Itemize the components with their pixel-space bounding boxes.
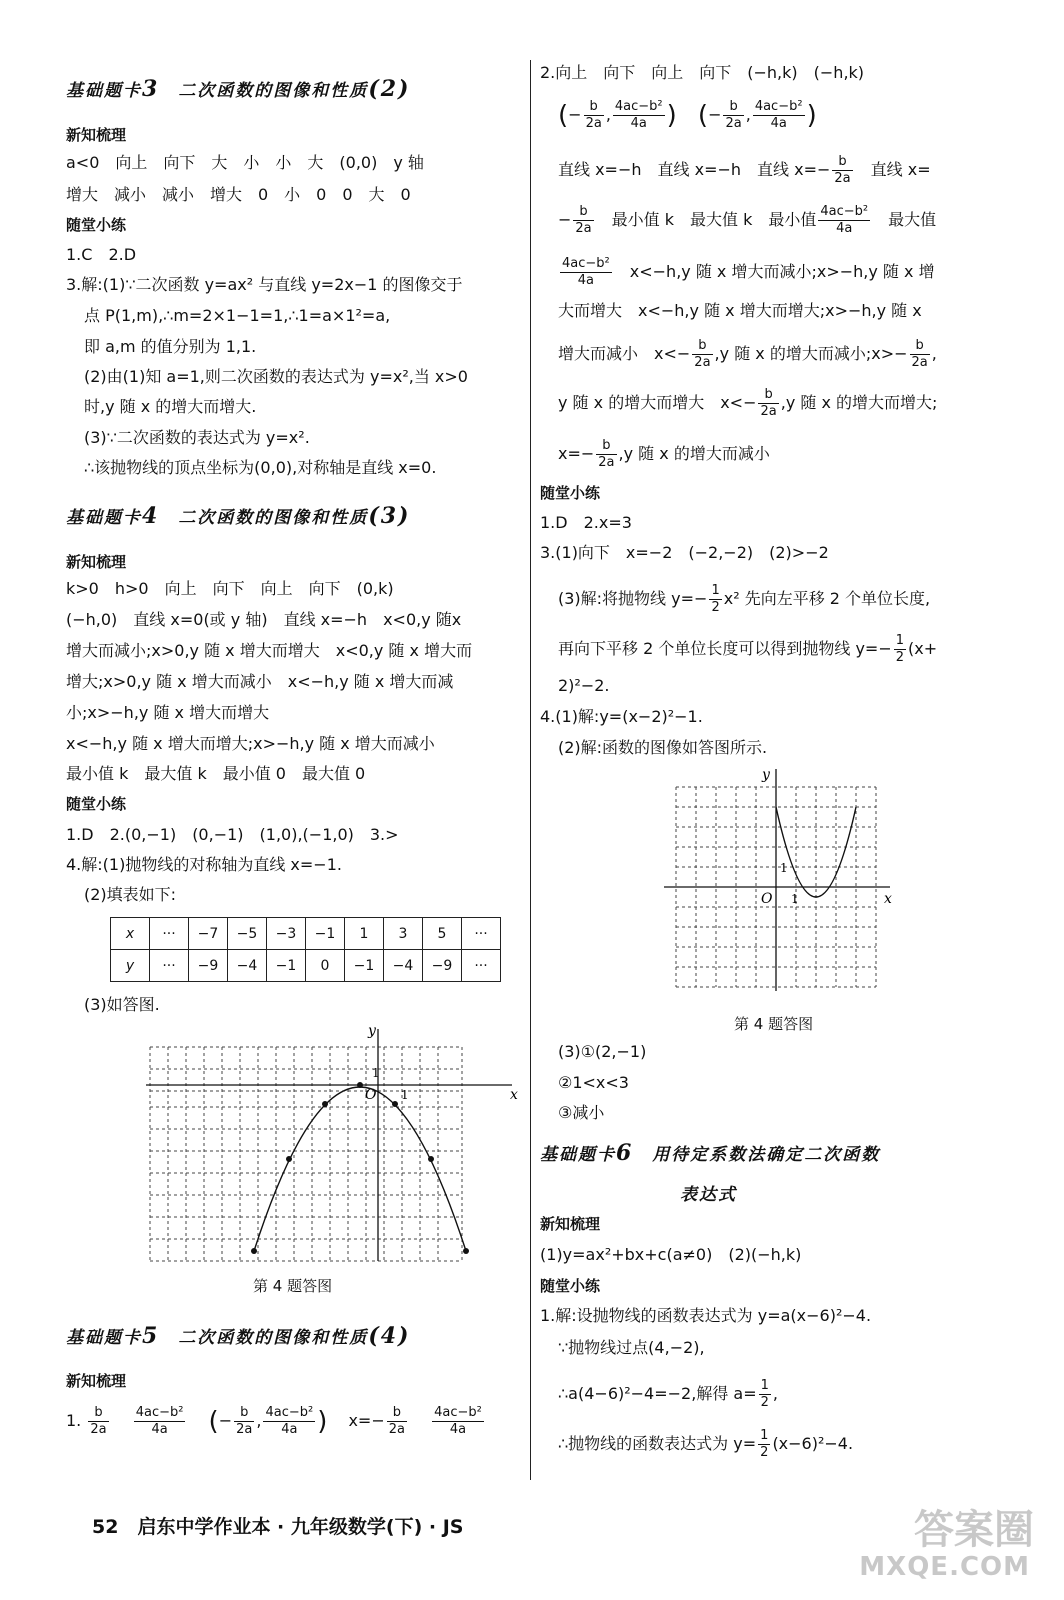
text-line: ∵抛物线过点(4,−2), — [558, 1338, 705, 1357]
graph-2 — [658, 765, 898, 997]
text-line: k>0 h>0 向上 向下 向上 向下 (0,k) — [66, 579, 394, 598]
text-line: 1.C 2.D — [66, 245, 137, 264]
graph-caption: 第 4 题答图 — [253, 1277, 333, 1295]
text-line: ∴该抛物线的顶点坐标为(0,0),对称轴是直线 x=0. — [84, 458, 437, 477]
formula-line: 增大而减小 x<− $\frac{b}{2a}$ ,y 随 x 的增大而减小;x>− $\frac{b}{2a}$ , — [558, 338, 937, 370]
text-line: (3)①(2,−1) — [558, 1042, 647, 1061]
table-cell: −5 — [228, 918, 267, 950]
text-line: 大而增大 x<−h,y 随 x 增大而增大;x>−h,y 随 x — [558, 301, 922, 320]
parabola-curve — [254, 1087, 466, 1251]
text-line: 4.解:(1)抛物线的对称轴为直线 x=−1. — [66, 855, 342, 874]
section-xzsl: 新知梳理 — [66, 1372, 127, 1390]
tick-y-1: 1 — [780, 861, 788, 875]
section-stxl: 随堂小练 — [540, 484, 601, 502]
fraction: $\frac{b}{2a}$ — [236, 1405, 253, 1437]
text-line: ③减小 — [558, 1103, 605, 1122]
formula-line: 直线 x=−h 直线 x=−h 直线 x=− $\frac{b}{2a}$ 直线 x= — [558, 154, 931, 186]
column-divider — [530, 60, 531, 1480]
text-line: 增大而减小;x>0,y 随 x 增大而增大 x<0,y 随 x 增大而 — [66, 641, 473, 660]
tick-y-1: 1 — [372, 1066, 380, 1080]
y-axis-label: y — [368, 1025, 376, 1039]
text-line: 最小值 k 最大值 k 最小值 0 最大值 0 — [66, 764, 366, 783]
table-cell: −3 — [267, 918, 306, 950]
origin-label: O — [761, 891, 773, 907]
x-axis-label: x — [884, 891, 892, 907]
table-cell: 5 — [423, 918, 462, 950]
formula-line: 再向下平移 2 个单位长度可以得到抛物线 y=− $\frac{1}{2}$ (x+ — [558, 633, 938, 665]
text-line: 1.解:设抛物线的函数表达式为 y=a(x−6)²−4. — [540, 1306, 872, 1325]
table-cell: ··· — [150, 950, 189, 982]
text-line: 3.解:(1)∵二次函数 y=ax² 与直线 y=2x−1 的图像交于 — [66, 275, 463, 294]
graph-caption: 第 4 题答图 — [734, 1015, 814, 1033]
text-line: 2)²−2. — [558, 676, 610, 695]
text-line: (3)∵二次函数的表达式为 y=x². — [84, 428, 310, 447]
text-line: 1.D 2.(0,−1) (0,−1) (1,0),(−1,0) 3.> — [66, 825, 399, 844]
formula-line: 1. $\frac{b}{2a}$ $\frac{\text{4ac−b²}}{4a}$ (− $\frac{b}{2a}$ , $\frac{\text{4ac−b²}}{4a}$ ) x=− $\frac{b}{2a}$ $\frac{\text{4ac−b²}}{4a}$ — [66, 1405, 482, 1437]
formula-line: ∴抛物线的函数表达式为 y= $\frac{1}{2}$ (x−6)²−4. — [558, 1428, 854, 1460]
table-cell: 1 — [345, 918, 384, 950]
table-cell: ··· — [462, 918, 501, 950]
formula-line: (3)解:将抛物线 y=− $\frac{1}{2}$ x² 先向左平移 2 个单位长度, — [558, 583, 931, 615]
text-line: (2)由(1)知 a=1,则二次函数的表达式为 y=x²,当 x>0 — [84, 367, 468, 386]
watermark-logo: 答案圈 — [914, 1507, 1034, 1553]
table-cell: −1 — [345, 950, 384, 982]
text-line: 增大;x>0,y 随 x 增大而减小 x<−h,y 随 x 增大而减 — [66, 672, 454, 691]
text-line: 小;x>−h,y 随 x 增大而增大 — [66, 703, 270, 722]
fraction: $\frac{b}{2a}$ — [90, 1405, 107, 1437]
text-line: (2)解:函数的图像如答图所示. — [558, 738, 768, 757]
table-cell: −9 — [189, 950, 228, 982]
table-cell: −9 — [423, 950, 462, 982]
tick-1: 1 — [791, 892, 799, 906]
table-cell: y — [111, 950, 150, 982]
table-cell: x — [111, 918, 150, 950]
card3-heading: 基础题卡3 二次函数的图像和性质(2) — [66, 76, 411, 102]
plot-points — [251, 1082, 469, 1254]
value-table — [110, 917, 501, 982]
page-footer: 52 启东中学作业本 · 九年级数学(下) · JS — [92, 1516, 464, 1538]
text-line: (−h,0) 直线 x=0(或 y 轴) 直线 x=−h x<0,y 随x — [66, 610, 462, 629]
table-cell: −1 — [306, 918, 345, 950]
text-line: (1)y=ax²+bx+c(a≠0) (2)(−h,k) — [540, 1245, 802, 1264]
fraction: $\frac{\text{4ac−b²}}{4a}$ — [135, 1405, 184, 1437]
text-line: ②1<x<3 — [558, 1073, 629, 1092]
card5-heading: 基础题卡5 二次函数的图像和性质(4) — [66, 1323, 411, 1349]
formula-line: ∴a(4−6)²−4=−2,解得 a= $\frac{1}{2}$ , — [558, 1378, 778, 1410]
section-xzsl: 新知梳理 — [540, 1215, 601, 1233]
table-cell: ··· — [150, 918, 189, 950]
y-axis-label: y — [762, 767, 770, 783]
text-line: x<−h,y 随 x 增大而增大;x>−h,y 随 x 增大而减小 — [66, 734, 435, 753]
section-stxl: 随堂小练 — [66, 216, 127, 234]
table-row-y — [111, 950, 501, 982]
table-cell: 3 — [384, 918, 423, 950]
card6-heading-line2: 表达式 — [680, 1185, 737, 1205]
card6-heading: 基础题卡6 用待定系数法确定二次函数 — [540, 1140, 881, 1166]
text-line: 3.(1)向下 x=−2 (−2,−2) (2)>−2 — [540, 543, 829, 562]
formula-line: (− $\frac{b}{2a}$ , $\frac{\text{4ac−b²}}{4a}$ ) (− $\frac{b}{2a}$ , $\frac{\text{4ac−b²}}{4a}$ ) — [558, 99, 817, 131]
formula-line: $\frac{\text{4ac−b²}}{4a}$ x<−h,y 随 x 增大而减小;x>−h,y 随 x 增 — [562, 256, 935, 288]
text-line: 时,y 随 x 的增大而增大. — [84, 397, 257, 416]
formula-line: − $\frac{b}{2a}$ 最小值 k 最大值 k 最小值 $\frac{\text{4ac−b²}}{4a}$ 最大值 — [558, 204, 937, 236]
tick-1: 1 — [401, 1088, 409, 1102]
section-stxl: 随堂小练 — [540, 1277, 601, 1295]
text-line: 点 P(1,m),∴m=2×1−1=1,∴1=a×1²=a, — [84, 306, 391, 325]
section-stxl: 随堂小练 — [66, 795, 127, 813]
text-line: (3)如答图. — [84, 995, 160, 1014]
origin-label: O — [365, 1087, 377, 1103]
table-cell: −4 — [228, 950, 267, 982]
table-cell: −4 — [384, 950, 423, 982]
section-xzsl: 新知梳理 — [66, 126, 127, 144]
fraction: $\frac{\text{4ac−b²}}{4a}$ — [434, 1405, 482, 1437]
fraction: $\frac{\text{4ac−b²}}{4a}$ — [265, 1405, 314, 1437]
table-cell: −7 — [189, 918, 228, 950]
card4-heading: 基础题卡4 二次函数的图像和性质(3) — [66, 503, 411, 529]
fraction: $\frac{b}{2a}$ — [388, 1405, 405, 1437]
table-cell: ··· — [462, 950, 501, 982]
table-row-x — [111, 918, 501, 950]
text-line: 增大 减小 减小 增大 0 小 0 0 大 0 — [66, 185, 411, 204]
formula-line: x=− $\frac{b}{2a}$ ,y 随 x 的增大而减小 — [558, 438, 770, 470]
table-cell: 0 — [306, 950, 345, 982]
watermark-url: MXQE.COM — [859, 1552, 1030, 1582]
text-line: 1.D 2.x=3 — [540, 513, 632, 532]
text-line: 4.(1)解:y=(x−2)²−1. — [540, 707, 703, 726]
text-line: 即 a,m 的值分别为 1,1. — [84, 337, 257, 356]
text-line: (2)填表如下: — [84, 885, 177, 904]
section-xzsl: 新知梳理 — [66, 553, 127, 571]
graph-1 — [146, 1025, 526, 1270]
x-axis-label: x — [510, 1087, 518, 1103]
formula-line: y 随 x 的增大而增大 x<− $\frac{b}{2a}$ ,y 随 x 的增大而增大; — [558, 387, 938, 419]
text-line: 2.向上 向下 向上 向下 (−h,k) (−h,k) — [540, 63, 865, 82]
table-cell: −1 — [267, 950, 306, 982]
text-line: a<0 向上 向下 大 小 小 大 (0,0) y 轴 — [66, 153, 424, 172]
